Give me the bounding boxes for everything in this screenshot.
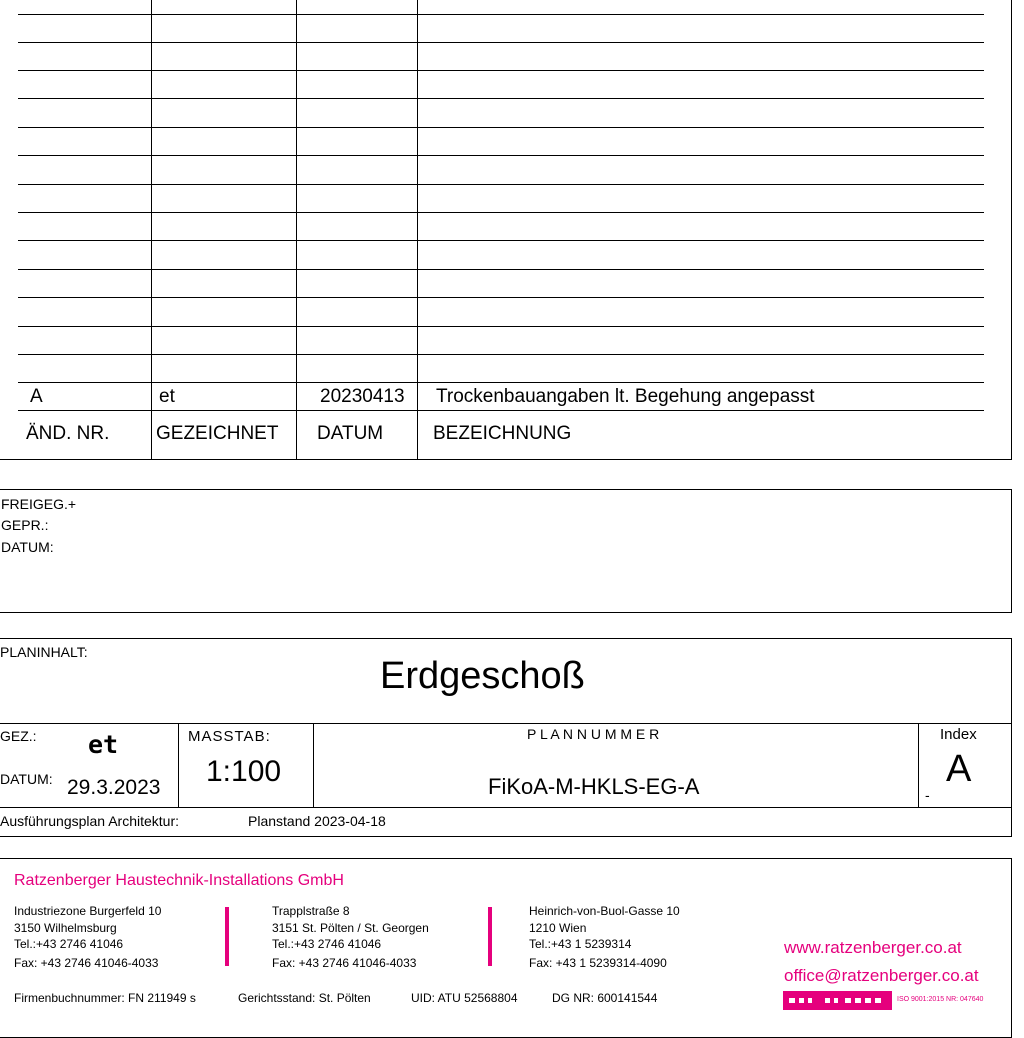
company-name: Ratzenberger Haustechnik-Installations GmbH <box>14 872 344 889</box>
location-tel: Tel.:+43 2746 41046 <box>272 937 382 951</box>
uid-text: UID: ATU 52568804 <box>411 991 518 1005</box>
revision-aend-nr: A <box>30 386 43 407</box>
plan-divider <box>918 723 919 807</box>
firmenbuch-text: Firmenbuchnummer: FN 211949 s <box>14 991 196 1005</box>
table-row-line <box>18 212 984 213</box>
location-fax: Fax: +43 2746 41046-4033 <box>14 956 159 970</box>
freigeg-label: FREIGEG.+ <box>1 496 77 512</box>
plan-divider <box>0 723 1012 724</box>
certification-logo-mark <box>783 991 892 1010</box>
gez-value: et <box>88 730 119 759</box>
gez-label: GEZ.: <box>0 728 37 744</box>
index-label: Index <box>940 726 977 743</box>
email-link[interactable]: office@ratzenberger.co.at <box>784 966 979 985</box>
table-row-line <box>18 240 984 241</box>
separator-bar <box>225 907 229 966</box>
table-row-line <box>18 382 984 383</box>
revision-gezeichnet: et <box>159 386 175 407</box>
index-value: A <box>946 748 972 790</box>
location-tel: Tel.:+43 2746 41046 <box>14 937 124 951</box>
table-row-line <box>18 98 984 99</box>
iso-text: ISO 9001:2015 NR: 047640 <box>897 996 984 1003</box>
revision-bezeichnung: Trockenbauangaben lt. Begehung angepasst <box>436 386 815 407</box>
masstab-label: MASSTAB: <box>188 728 271 745</box>
table-row-line <box>18 326 984 327</box>
location-city: 3151 St. Pölten / St. Georgen <box>272 921 429 935</box>
table-divider <box>151 0 152 460</box>
table-divider <box>417 0 418 460</box>
location-street: Trapplstraße 8 <box>272 904 350 918</box>
table-border <box>1011 0 1012 460</box>
location-city: 3150 Wilhelmsburg <box>14 921 117 935</box>
plannummer-label: P L A N N U M M E R <box>527 726 660 742</box>
location-city: 1210 Wien <box>529 921 587 935</box>
location-tel: Tel.:+43 1 5239314 <box>529 937 632 951</box>
separator-bar <box>488 907 492 966</box>
plan-divider <box>178 723 179 807</box>
table-row-line <box>18 410 984 411</box>
location-fax: Fax: +43 2746 41046-4033 <box>272 956 417 970</box>
location-fax: Fax: +43 1 5239314-4090 <box>529 956 667 970</box>
plannummer-value: FiKoA-M-HKLS-EG-A <box>488 774 700 799</box>
approval-box <box>0 489 1012 613</box>
table-row-line <box>18 354 984 355</box>
revision-datum: 20230413 <box>320 386 405 407</box>
table-row-line <box>18 269 984 270</box>
planinhalt-label: PLANINHALT: <box>0 644 88 660</box>
table-row-line <box>18 297 984 298</box>
masstab-value: 1:100 <box>206 755 282 788</box>
architecture-value: Planstand 2023-04-18 <box>248 813 386 829</box>
approval-datum-label: DATUM: <box>1 539 54 555</box>
header-bezeichnung: BEZEICHNUNG <box>433 423 572 444</box>
table-row-line <box>18 184 984 185</box>
table-row-line <box>18 14 984 15</box>
table-bottom-border <box>0 459 1012 460</box>
index-dash: - <box>925 787 930 803</box>
certification-logo <box>783 991 892 1010</box>
plan-divider <box>0 807 1012 808</box>
table-row-line <box>18 42 984 43</box>
website-link[interactable]: www.ratzenberger.co.at <box>784 938 962 957</box>
gepr-label: GEPR.: <box>1 517 49 533</box>
architecture-label: Ausführungsplan Architektur: <box>0 813 179 829</box>
table-row-line <box>18 127 984 128</box>
dg-nr-text: DG NR: 600141544 <box>552 991 658 1005</box>
header-aend-nr: ÄND. NR. <box>26 423 110 444</box>
gerichtsstand-text: Gerichtsstand: St. Pölten <box>238 991 371 1005</box>
table-row-line <box>18 155 984 156</box>
header-gezeichnet: GEZEICHNET <box>156 423 279 444</box>
table-divider <box>296 0 297 460</box>
plan-datum-label: DATUM: <box>0 771 53 787</box>
location-street: Industriezone Burgerfeld 10 <box>14 904 162 918</box>
table-row-line <box>18 70 984 71</box>
plan-divider <box>313 723 314 807</box>
location-street: Heinrich-von-Buol-Gasse 10 <box>529 904 680 918</box>
plan-title: Erdgeschoß <box>380 655 585 697</box>
header-datum: DATUM <box>317 423 384 444</box>
plan-datum-value: 29.3.2023 <box>67 776 161 799</box>
